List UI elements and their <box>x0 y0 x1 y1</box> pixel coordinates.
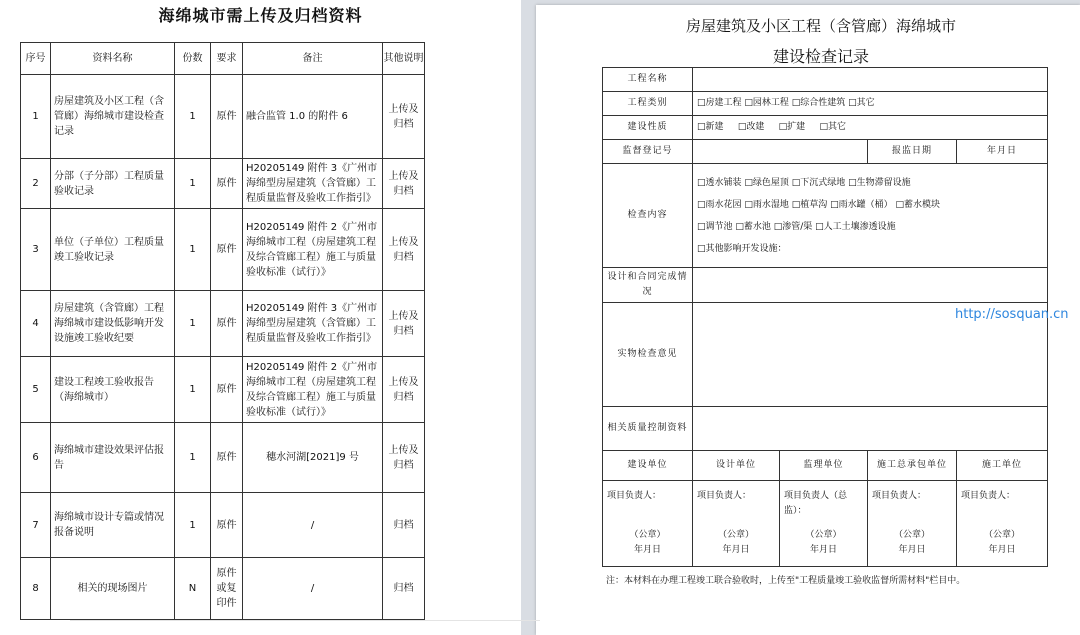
row-requirement: 原件或复印件 <box>211 558 243 620</box>
row-note: H20205149 附件 2《广州市海绵城市工程（房屋建筑工程及综合管廊工程）施工与质量验收标准（试行）》 <box>243 209 383 291</box>
row-note: 融合监管 1.0 的附件 6 <box>243 75 383 159</box>
inspection-line: □其他影响开发设施： <box>697 243 787 254</box>
date-label: 年月日 <box>898 545 926 555</box>
row-no: 4 <box>21 291 51 357</box>
page-divider-line <box>70 620 540 621</box>
label-project-name: 工程名称 <box>603 68 693 92</box>
row-project-name <box>603 68 1048 92</box>
unit-construction: 建设单位 <box>603 451 693 481</box>
seal-label: （公章） <box>805 530 842 540</box>
row-name: 分部（子分部）工程质量验收记录 <box>51 159 175 209</box>
row-note: H20205149 附件 2《广州市海绵城市工程（房屋建筑工程及综合管廊工程）施工与质量验收标准（试行）》 <box>243 357 383 423</box>
inspection-line: □透水铺装 □绿色屋顶 □下沉式绿地 □生物滞留设施 <box>697 177 911 188</box>
row-note: H20205149 附件 3《广州市海绵型房屋建筑（含管廊）工程质量监督及验收工作指引》 <box>243 291 383 357</box>
signature-cell <box>868 481 957 567</box>
row-note: 穗水河湖[2021]9 号 <box>243 423 383 493</box>
row-other: 归档 <box>383 493 425 558</box>
row-requirement: 原件 <box>211 209 243 291</box>
row-other: 上传及归档 <box>383 357 425 423</box>
row-requirement: 原件 <box>211 423 243 493</box>
row-name: 建设工程竣工验收报告（海绵城市） <box>51 357 175 423</box>
seal-label: （公章） <box>629 530 666 540</box>
table-header-row <box>21 43 425 75</box>
unit-design: 设计单位 <box>693 451 780 481</box>
label-construction-nature: 建设性质 <box>603 116 693 140</box>
row-note: H20205149 附件 3《广州市海绵型房屋建筑（含管廊）工程质量监督及验收工作指引》 <box>243 159 383 209</box>
header-requirement: 要求 <box>211 43 243 75</box>
row-count: 1 <box>175 209 211 291</box>
row-other: 上传及归档 <box>383 291 425 357</box>
responsible-label: 项目负责人： <box>961 491 1016 501</box>
responsible-label: 项目负责人： <box>697 491 752 501</box>
seal-label: （公章） <box>717 530 754 540</box>
project-type-options: □房建工程 □园林工程 □综合性建筑 □其它 <box>693 92 1048 116</box>
date-label: 年月日 <box>809 545 837 555</box>
row-other: 上传及归档 <box>383 159 425 209</box>
label-quality-data: 相关质量控制资料 <box>603 407 693 451</box>
responsible-label: 项目负责人： <box>607 491 662 501</box>
record-title-line2: 建设检查记录 <box>772 47 869 66</box>
record-title-line1: 房屋建筑及小区工程（含管廊）海绵城市 <box>685 17 956 35</box>
label-onsite-opinion: 实物检查意见 <box>603 303 693 407</box>
archive-materials-table <box>20 42 425 620</box>
signature-cell <box>603 481 693 567</box>
option-expand: □扩建 <box>778 122 806 132</box>
header-note: 备注 <box>243 43 383 75</box>
label-project-type: 工程类别 <box>603 92 693 116</box>
unit-contractor: 施工单位 <box>957 451 1048 481</box>
row-no: 7 <box>21 493 51 558</box>
row-requirement: 原件 <box>211 159 243 209</box>
option-rebuild: □改建 <box>737 122 765 132</box>
row-requirement: 原件 <box>211 291 243 357</box>
responsible-label: 项目负责人（总监）： <box>784 491 848 516</box>
row-signatures <box>603 481 1048 567</box>
row-quality-data <box>603 407 1048 451</box>
value-project-name <box>693 68 1048 92</box>
seal-label: （公章） <box>983 530 1020 540</box>
row-other: 上传及归档 <box>383 75 425 159</box>
row-requirement: 原件 <box>211 75 243 159</box>
header-no: 序号 <box>21 43 51 75</box>
value-design-contract <box>693 268 1048 303</box>
value-quality-data <box>693 407 1048 451</box>
row-units <box>603 451 1048 481</box>
row-note: / <box>243 558 383 620</box>
row-name: 房屋建筑及小区工程（含管廊）海绵城市建设检查记录 <box>51 75 175 159</box>
left-document-page <box>0 0 521 635</box>
row-other: 归档 <box>383 558 425 620</box>
row-no: 2 <box>21 159 51 209</box>
label-report-date: 报监日期 <box>868 140 957 164</box>
unit-general-contractor: 施工总承包单位 <box>868 451 957 481</box>
seal-label: （公章） <box>893 530 930 540</box>
row-count: 1 <box>175 291 211 357</box>
header-other: 其他说明 <box>383 43 425 75</box>
row-name: 海绵城市建设效果评估报告 <box>51 423 175 493</box>
row-design-contract <box>603 268 1048 303</box>
row-other: 上传及归档 <box>383 423 425 493</box>
date-label: 年月日 <box>988 545 1016 555</box>
row-name: 海绵城市设计专篇或情况报备说明 <box>51 493 175 558</box>
table-row <box>21 209 425 291</box>
row-requirement: 原件 <box>211 493 243 558</box>
row-construction-nature <box>603 116 1048 140</box>
row-other: 上传及归档 <box>383 209 425 291</box>
inspection-line: □调节池 □蓄水池 □渗管/渠 □人工土壤渗透设施 <box>697 221 896 232</box>
row-name: 房屋建筑（含管廊）工程海绵城市建设低影响开发设施竣工验收纪要 <box>51 291 175 357</box>
responsible-label: 项目负责人： <box>872 491 927 501</box>
row-no: 5 <box>21 357 51 423</box>
table-row <box>21 493 425 558</box>
table-row <box>21 357 425 423</box>
table-row <box>21 291 425 357</box>
left-page-title: 海绵城市需上传及归档资料 <box>158 6 363 25</box>
date-label: 年月日 <box>633 545 661 555</box>
header-name: 资料名称 <box>51 43 175 75</box>
row-count: 1 <box>175 357 211 423</box>
label-design-contract: 设计和合同完成情况 <box>603 268 693 303</box>
row-no: 3 <box>21 209 51 291</box>
row-name: 单位（子单位）工程质量竣工验收记录 <box>51 209 175 291</box>
row-name: 相关的现场图片 <box>51 558 175 620</box>
option-other: □其它 <box>819 122 846 132</box>
row-requirement: 原件 <box>211 357 243 423</box>
row-supervision <box>603 140 1048 164</box>
label-inspection: 检查内容 <box>603 164 693 268</box>
option-new-build: □新建 <box>697 122 724 132</box>
table-row <box>21 75 425 159</box>
signature-cell <box>780 481 868 567</box>
signature-cell <box>957 481 1048 567</box>
footnote: 注：本材料在办理工程竣工联合验收时，上传至"工程质量竣工验收监督所需材料"栏目中。 <box>606 576 966 586</box>
row-count: 1 <box>175 493 211 558</box>
label-supervision-no: 监督登记号 <box>603 140 693 164</box>
row-project-type <box>603 92 1048 116</box>
row-no: 6 <box>21 423 51 493</box>
row-count: 1 <box>175 159 211 209</box>
unit-supervision: 监理单位 <box>780 451 868 481</box>
table-row <box>21 159 425 209</box>
row-note: / <box>243 493 383 558</box>
table-row <box>21 558 425 620</box>
inspection-line: □雨水花园 □雨水湿地 □植草沟 □雨水罐（桶） □蓄水模块 <box>697 199 940 210</box>
value-report-date: 年月日 <box>957 140 1048 164</box>
row-inspection <box>603 164 1048 268</box>
row-no: 8 <box>21 558 51 620</box>
nature-options <box>693 116 1048 140</box>
row-count: 1 <box>175 75 211 159</box>
table-row <box>21 423 425 493</box>
inspection-options <box>693 164 1048 268</box>
date-label: 年月日 <box>722 545 750 555</box>
row-count: N <box>175 558 211 620</box>
row-no: 1 <box>21 75 51 159</box>
value-supervision-no <box>693 140 868 164</box>
signature-cell <box>693 481 780 567</box>
row-count: 1 <box>175 423 211 493</box>
watermark-url: http://sosquan.cn <box>955 307 1069 322</box>
header-count: 份数 <box>175 43 211 75</box>
